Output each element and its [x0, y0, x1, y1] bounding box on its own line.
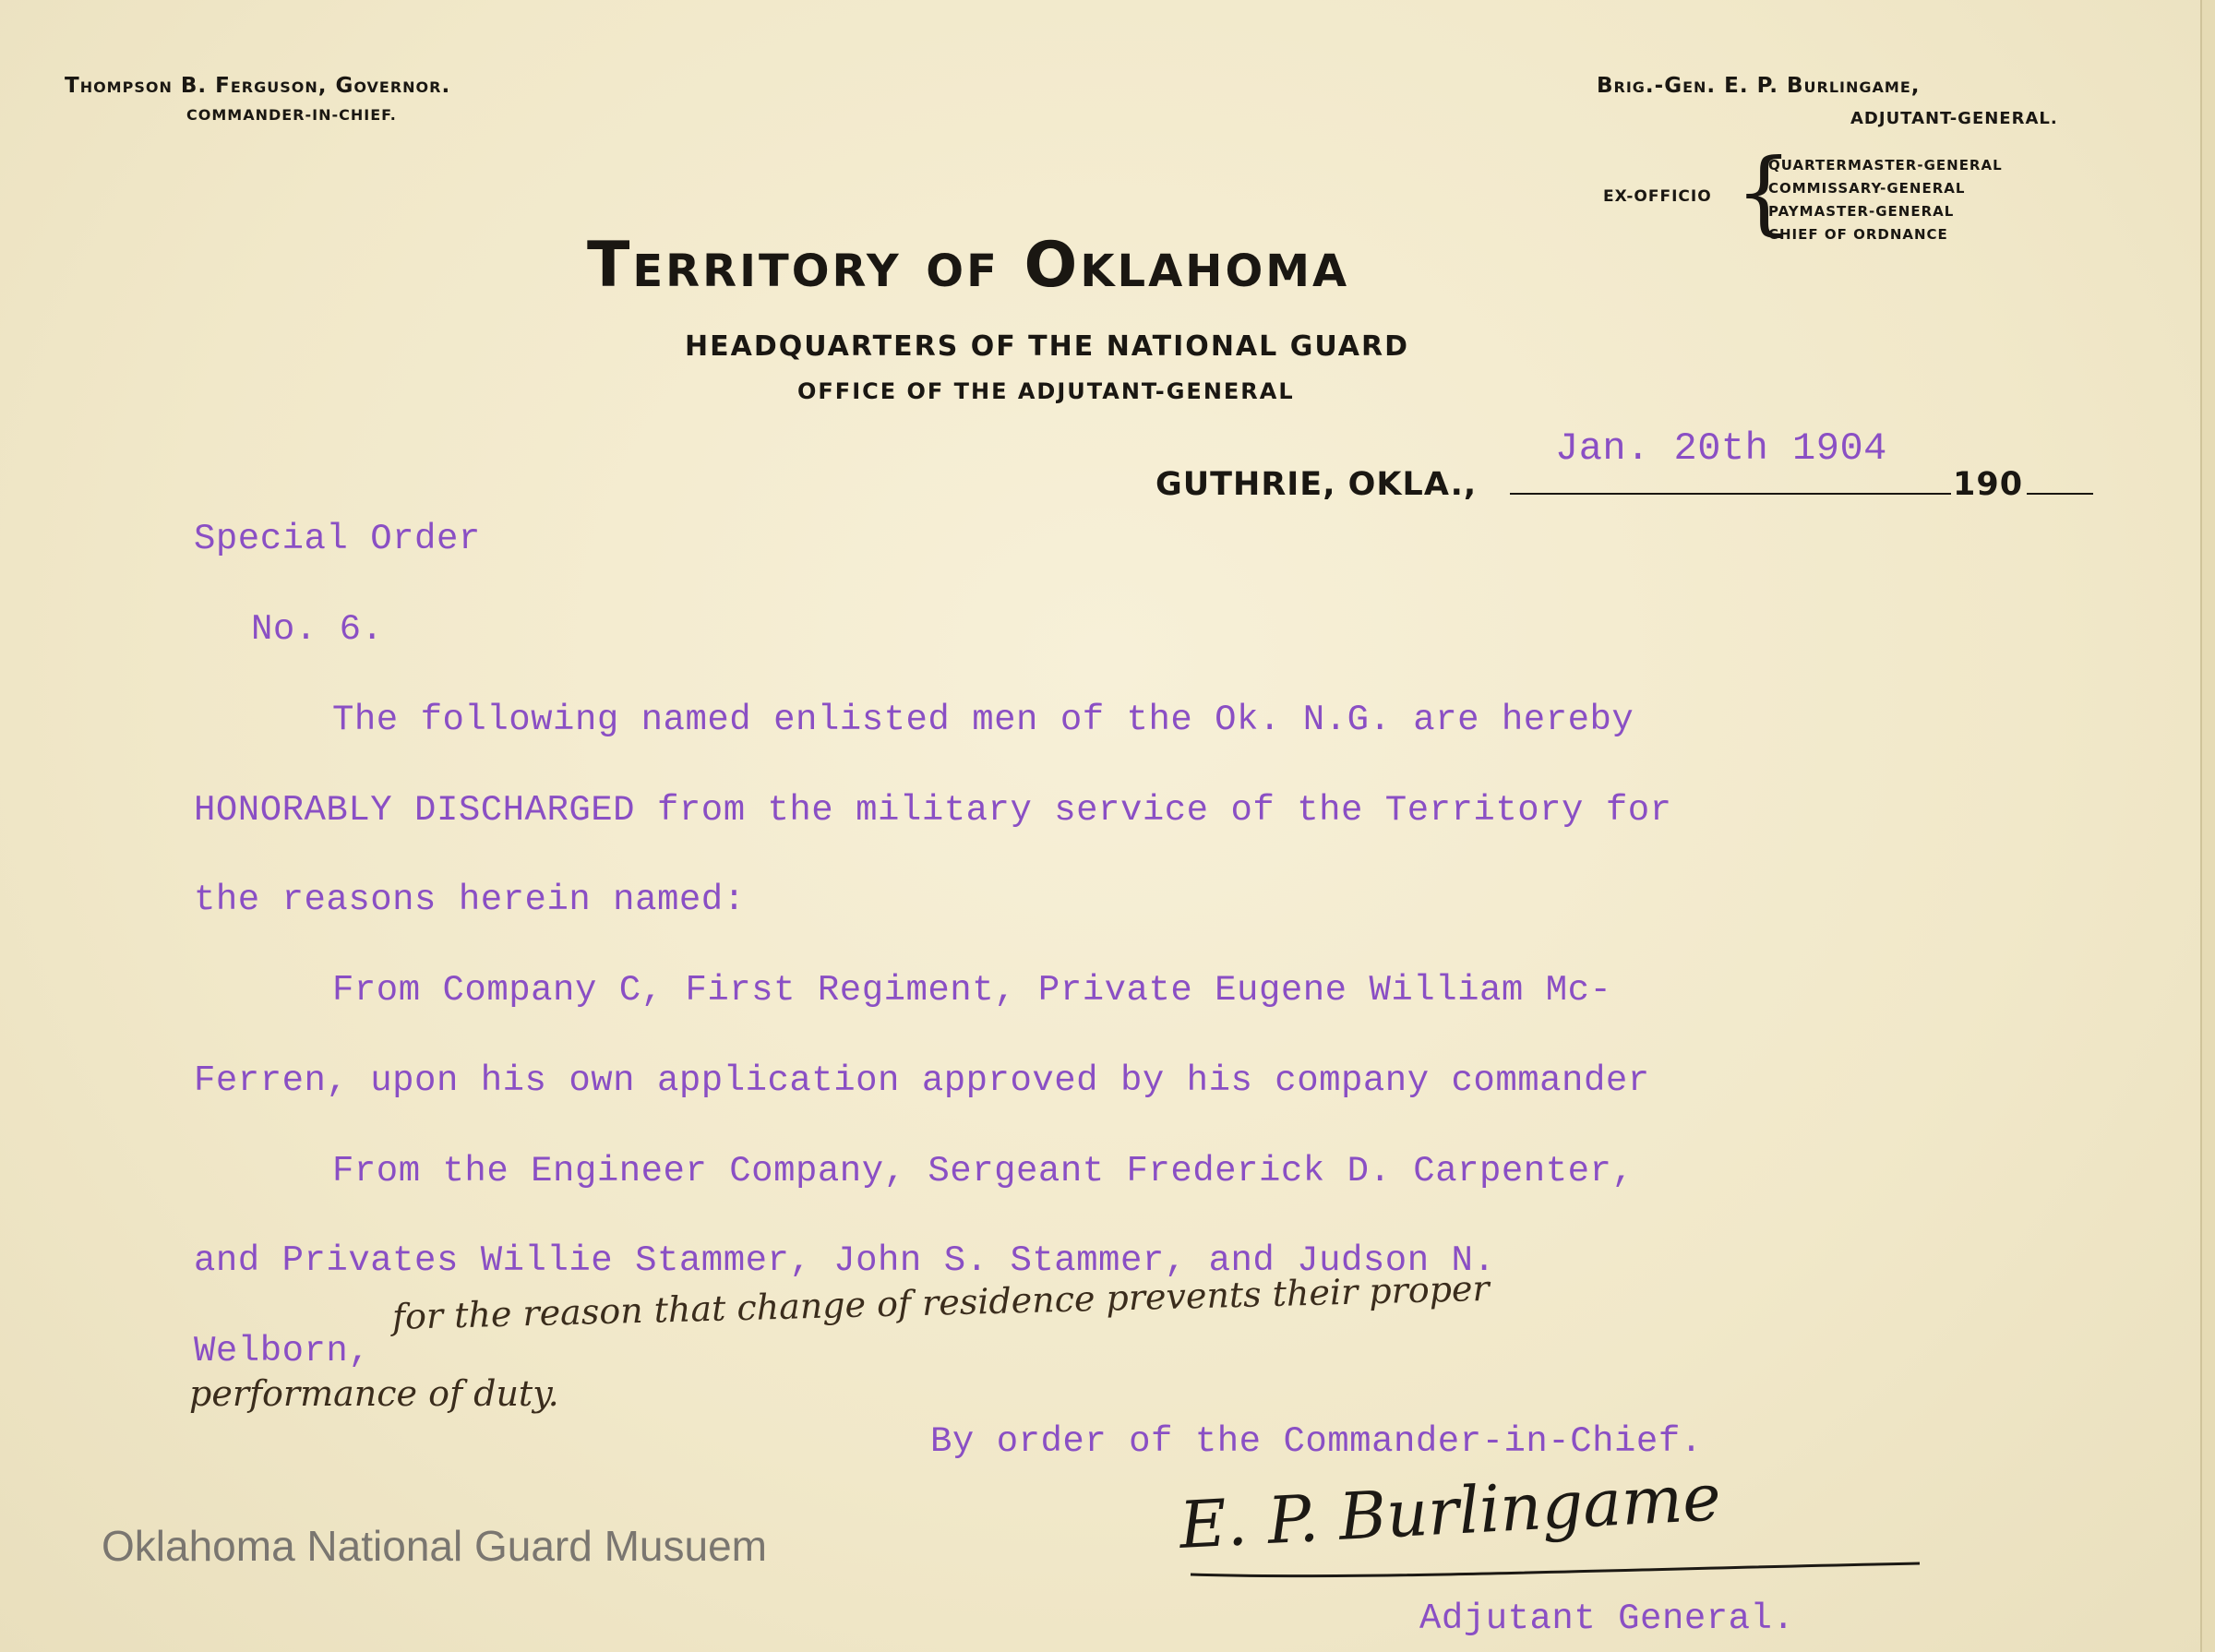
body-line: Welborn, — [194, 1331, 371, 1371]
ex-officio-label: EX-OFFICIO — [1603, 187, 1712, 206]
signature: E. P. Burlingame — [1177, 1459, 1723, 1563]
order-heading: Special Order — [194, 519, 481, 559]
adjutant-title: ADJUTANT-GENERAL. — [1850, 109, 2058, 128]
brace-icon: { — [1735, 140, 1793, 245]
letterhead-title: Territory of Oklahoma — [587, 229, 1350, 302]
typed-date: Jan. 20th 1904 — [1555, 426, 1887, 471]
body-line: HONORABLY DISCHARGED from the military service of the Territory for — [194, 790, 1672, 831]
handwritten-note: performance of duty. — [189, 1373, 559, 1414]
body-line: the reasons herein named: — [194, 880, 746, 920]
museum-watermark: Oklahoma National Guard Musuem — [102, 1522, 767, 1570]
commander-in-chief-label: COMMANDER-IN-CHIEF. — [186, 106, 397, 124]
order-number: No. 6. — [251, 609, 384, 650]
governor-name: Thompson B. Ferguson, Governor. — [65, 74, 451, 98]
adjutant-name: Brig.-Gen. E. P. Burlingame, — [1597, 74, 1921, 98]
page-edge — [2200, 0, 2215, 1652]
signature-flourish — [1181, 1550, 1938, 1587]
signer-title: Adjutant General. — [1419, 1598, 1795, 1639]
closing-line: By order of the Commander-in-Chief. — [930, 1421, 1703, 1462]
body-line: Ferren, upon his own application approved by his company commander — [194, 1060, 1650, 1101]
dateline-place: GUTHRIE, OKLA., — [1155, 466, 1478, 503]
body-line: From the Engineer Company, Sergeant Frederick D. Carpenter, — [332, 1151, 1634, 1191]
ex-officio-role: CHIEF OF ORDNANCE — [1768, 226, 1948, 243]
handwritten-note: for the reason that change of residence prevents their proper — [391, 1267, 1491, 1337]
letterhead-subtitle: HEADQUARTERS OF THE NATIONAL GUARD — [685, 330, 1409, 363]
year-prefix: 190 — [1953, 466, 2024, 503]
ex-officio-role: COMMISSARY-GENERAL — [1768, 180, 1966, 197]
body-line: and Privates Willie Stammer, John S. Stammer, and Judson N. — [194, 1240, 1496, 1281]
year-underline — [2027, 493, 2093, 495]
ex-officio-role: PAYMASTER-GENERAL — [1768, 203, 1955, 220]
body-line: The following named enlisted men of the Ok. N.G. are hereby — [332, 700, 1634, 740]
ex-officio-role: QUARTERMASTER-GENERAL — [1768, 157, 2003, 174]
letterhead-office: OFFICE OF THE ADJUTANT-GENERAL — [797, 378, 1295, 404]
body-line: From Company C, First Regiment, Private Eugene William Mc- — [332, 970, 1612, 1011]
date-underline — [1510, 493, 1951, 495]
